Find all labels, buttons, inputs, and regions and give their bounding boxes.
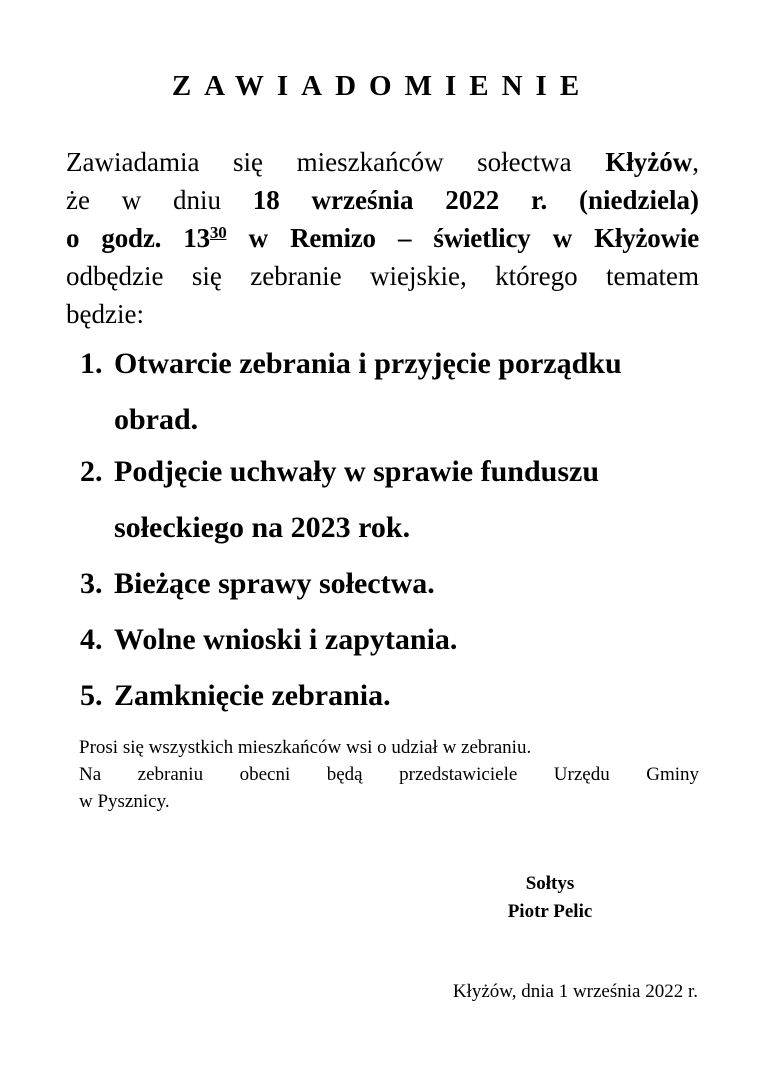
agenda-number: 3. — [80, 567, 103, 600]
agenda-number: 1. — [80, 347, 103, 380]
footer-line-1: Prosi się wszystkich mieszkańców wsi o udział w zebraniu. — [79, 737, 532, 758]
intro-line-2 — [66, 181, 699, 219]
meeting-time-minutes: 30 — [209, 223, 227, 242]
footer-paragraph — [79, 734, 699, 815]
agenda-text-continuation: sołeckiego na 2023 rok. — [114, 511, 411, 544]
agenda-text: Otwarcie zebrania i przyjęcie porządku — [114, 347, 622, 380]
agenda-text-continuation: obrad. — [114, 403, 199, 436]
agenda-item — [80, 668, 720, 724]
intro-comma: , — [692, 147, 699, 177]
agenda-item — [80, 336, 720, 448]
agenda-number: 4. — [80, 623, 103, 656]
agenda-item — [80, 556, 720, 612]
village-name: Kłyżów — [605, 147, 693, 177]
place-and-date: Kłyżów, dnia 1 września 2022 r. — [452, 981, 698, 1002]
agenda-text: Podjęcie uchwały w sprawie funduszu — [114, 455, 600, 488]
intro-line-1 — [66, 143, 699, 181]
intro-line-4: odbędzie się zebranie wiejskie, którego tematem — [66, 261, 699, 291]
intro-line-5: będzie: — [66, 299, 144, 329]
footer-line-3: w Pysznicy. — [79, 791, 170, 812]
meeting-place: w Remizo – świetlicy w Kłyżowie — [226, 223, 699, 253]
signature-block — [480, 870, 620, 926]
notice-title: ZAWIADOMIENIE — [171, 70, 593, 102]
agenda-number: 5. — [80, 679, 103, 712]
agenda-text: Zamknięcie zebrania. — [114, 679, 391, 712]
agenda-item — [80, 612, 720, 668]
agenda-item — [80, 444, 720, 556]
intro-paragraph — [66, 143, 699, 333]
agenda-text: Bieżące sprawy sołectwa. — [114, 567, 435, 600]
signature-name: Piotr Pelic — [507, 901, 593, 922]
agenda-number: 2. — [80, 455, 103, 488]
signature-role: Sołtys — [525, 873, 575, 894]
footer-line-2: Na zebraniu obecni będą przedstawiciele Urzędu Gminy — [79, 764, 699, 785]
intro-line-3 — [66, 219, 699, 257]
meeting-date: 18 września 2022 r. (niedziela) — [252, 185, 700, 215]
intro-text: że w dniu — [66, 185, 253, 215]
intro-text: Zawiadamia się mieszkańców sołectwa — [66, 147, 606, 177]
agenda-text: Wolne wnioski i zapytania. — [114, 623, 458, 656]
meeting-time: o godz. 13 — [66, 223, 210, 253]
